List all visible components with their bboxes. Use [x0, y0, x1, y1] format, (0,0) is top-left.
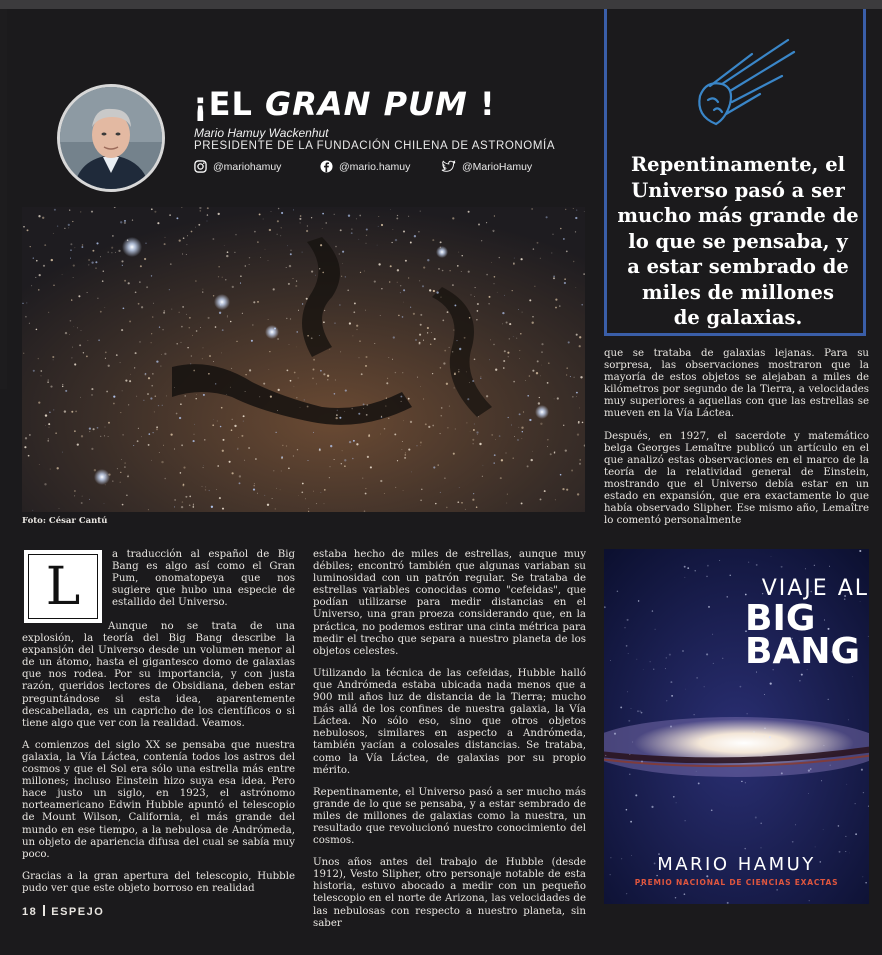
instagram-icon [194, 160, 207, 173]
footer-divider [43, 905, 45, 916]
quote-line: lo que se pensaba, y [628, 229, 848, 253]
paragraph: Utilizando la técnica de las cefeidas, Hubble halló que Andrómeda estaba ubicada nada menos que a 900 mil años luz de distancia de la Tierra; mucho más allá de los confines de nuestra galaxia, la Vía Láctea. No sólo eso, sino que otros objetos nebulosos, similares en aspecto a Andrómeda, también yacían a colosales distancias. Se trataba, como la Vía Láctea, de galaxias por su propio mérito. [313, 667, 586, 776]
paragraph: que se trataba de galaxias lejanas. Para su sorpresa, las observaciones mostraron que la mayoría de estos objetos se alejaban a miles de kilómetros por segundo de la Tierra, a velocidades muy superiores a aquellas con que las estrellas se mueven en la Vía Láctea. [604, 348, 869, 420]
title-suffix: ! [467, 85, 496, 123]
author-role: PRESIDENTE DE LA FUNDACIÓN CHILENA DE ASTRONOMÍA [194, 140, 556, 152]
paragraph: Unos años antes del trabajo de Hubble (desde 1912), Vesto Slipher, otro personaje notable de esta historia, estuvo abocado a medir con un pequeño telescopio en el norte de Arizona, las velocidades de las nebulosas con respecto a nuestro planeta, sin saber [313, 857, 586, 929]
book-title-big2: BANG [745, 631, 860, 672]
quote-line: a estar sembrado de [627, 255, 849, 278]
drop-cap-letter: L [28, 554, 98, 619]
paragraph: Gracias a la gran apertura del telescopio, Hubble pudo ver que este objeto borroso en realidad [22, 870, 295, 894]
quote-line: mucho más grande de [617, 204, 859, 227]
social-twitter[interactable] [441, 160, 532, 173]
column-3 [604, 348, 869, 537]
quote-line: Universo pasó a ser [631, 178, 845, 202]
left-edge [0, 9, 7, 389]
paragraph: Después, en 1927, el sacerdote y matemático belga Georges Lemaître publicó un artículo en el que analizó estas observaciones en el marco de la teoría de la relatividad general de Einstein, mostrando que el Universo debía estar en un estado en expansión, que era exactamente lo que había observado Slipher. Ese mismo año, Lemaître lo comentó personalmente [604, 430, 869, 527]
facebook-icon [320, 160, 333, 173]
book-title-big1: BIG [745, 598, 816, 639]
magazine-name: ESPEJO [51, 906, 105, 918]
paragraph: a traducción al español de Big Bang es algo así como el Gran Pum, onomatopeya que nos sugiere que hubo una especie de estallido del Universo. [112, 549, 295, 609]
book-author: MARIO HAMUY [657, 854, 816, 875]
quote-line: de galaxias. [673, 306, 803, 329]
paragraph: Repentinamente, el Universo pasó a ser mucho más grande de lo que se pensaba, y a estar sembrado de miles de millones de galaxias como la nuestra, un resultado que revolucionó nuestro conocimiento del cosmos. [313, 786, 586, 847]
article-title [193, 85, 496, 123]
facebook-handle: @mario.hamuy [339, 160, 411, 173]
instagram-handle: @mariohamuy [213, 160, 282, 173]
social-facebook[interactable] [320, 160, 410, 173]
page-footer [22, 905, 104, 918]
comet-icon [690, 36, 800, 131]
twitter-icon [441, 160, 456, 173]
book-prize: PREMIO NACIONAL DE CIENCIAS EXACTAS [634, 878, 839, 887]
book-cover [604, 549, 869, 904]
book-title-line1: VIAJE AL [761, 576, 869, 601]
paragraph: Aunque no se trata de una explosión, la teoría del Big Bang describe la expansión del Universo desde un volumen menor al de un átomo, hasta el gigantesco domo de galaxias que nos rodea. Por su importancia, y con justa razón, queridos lectores de Obsidiana, deben estar preguntándose si esta idea, aparentemente descabellada, es un capricho de los científicos o si tiene algo que ver con la realidad. Veamos. [22, 621, 295, 729]
column-1-intro [112, 549, 295, 619]
quote-line: miles de millones [642, 280, 834, 304]
page-number: 18 [22, 906, 38, 918]
paragraph: estaba hecho de miles de estrellas, aunque muy débiles; encontró también que algunas variaban su luminosidad con un patrón regular. Se trataba de estrellas variables conocidas como "cefeidas", que podían utilizarse para medir distancias en el Universo, una gran proeza considerando que, en la práctica, no podemos estirar una cinta métrica para medir el trecho que separa a nuestro planeta de los objetos celestes. [313, 549, 586, 657]
twitter-handle: @MarioHamuy [462, 160, 533, 173]
book-title-big [745, 598, 860, 672]
title-prefix: ¡EL [193, 85, 265, 123]
social-instagram[interactable] [194, 160, 281, 173]
pull-quote [612, 152, 864, 331]
column-2 [313, 549, 586, 940]
paragraph: A comienzos del siglo XX se pensaba que nuestra galaxia, la Vía Láctea, contenía todos los astros del cosmos y que el Sol era sólo una estrella más entre millones; incluso Einstein hizo suya esa idea. Pero hace justo un siglo, en 1923, el astrónomo norteamericano Edwin Hubble apuntó el telescopio de Mount Wilson, California, el más grande del mundo en ese tiempo, a la nebulosa de Andrómeda, un objeto de apariencia difusa del cual se sabía muy poco. [22, 739, 295, 860]
top-bar [0, 0, 882, 9]
author-name: Mario Hamuy Wackenhut [194, 126, 329, 140]
column-1 [22, 621, 295, 905]
milky-way-photo [22, 207, 585, 512]
title-main: GRAN PUM [264, 85, 468, 123]
author-avatar [57, 84, 165, 192]
photo-caption: Foto: César Cantú [22, 516, 108, 526]
quote-line: Repentinamente, el [630, 153, 846, 176]
drop-cap [24, 550, 102, 623]
